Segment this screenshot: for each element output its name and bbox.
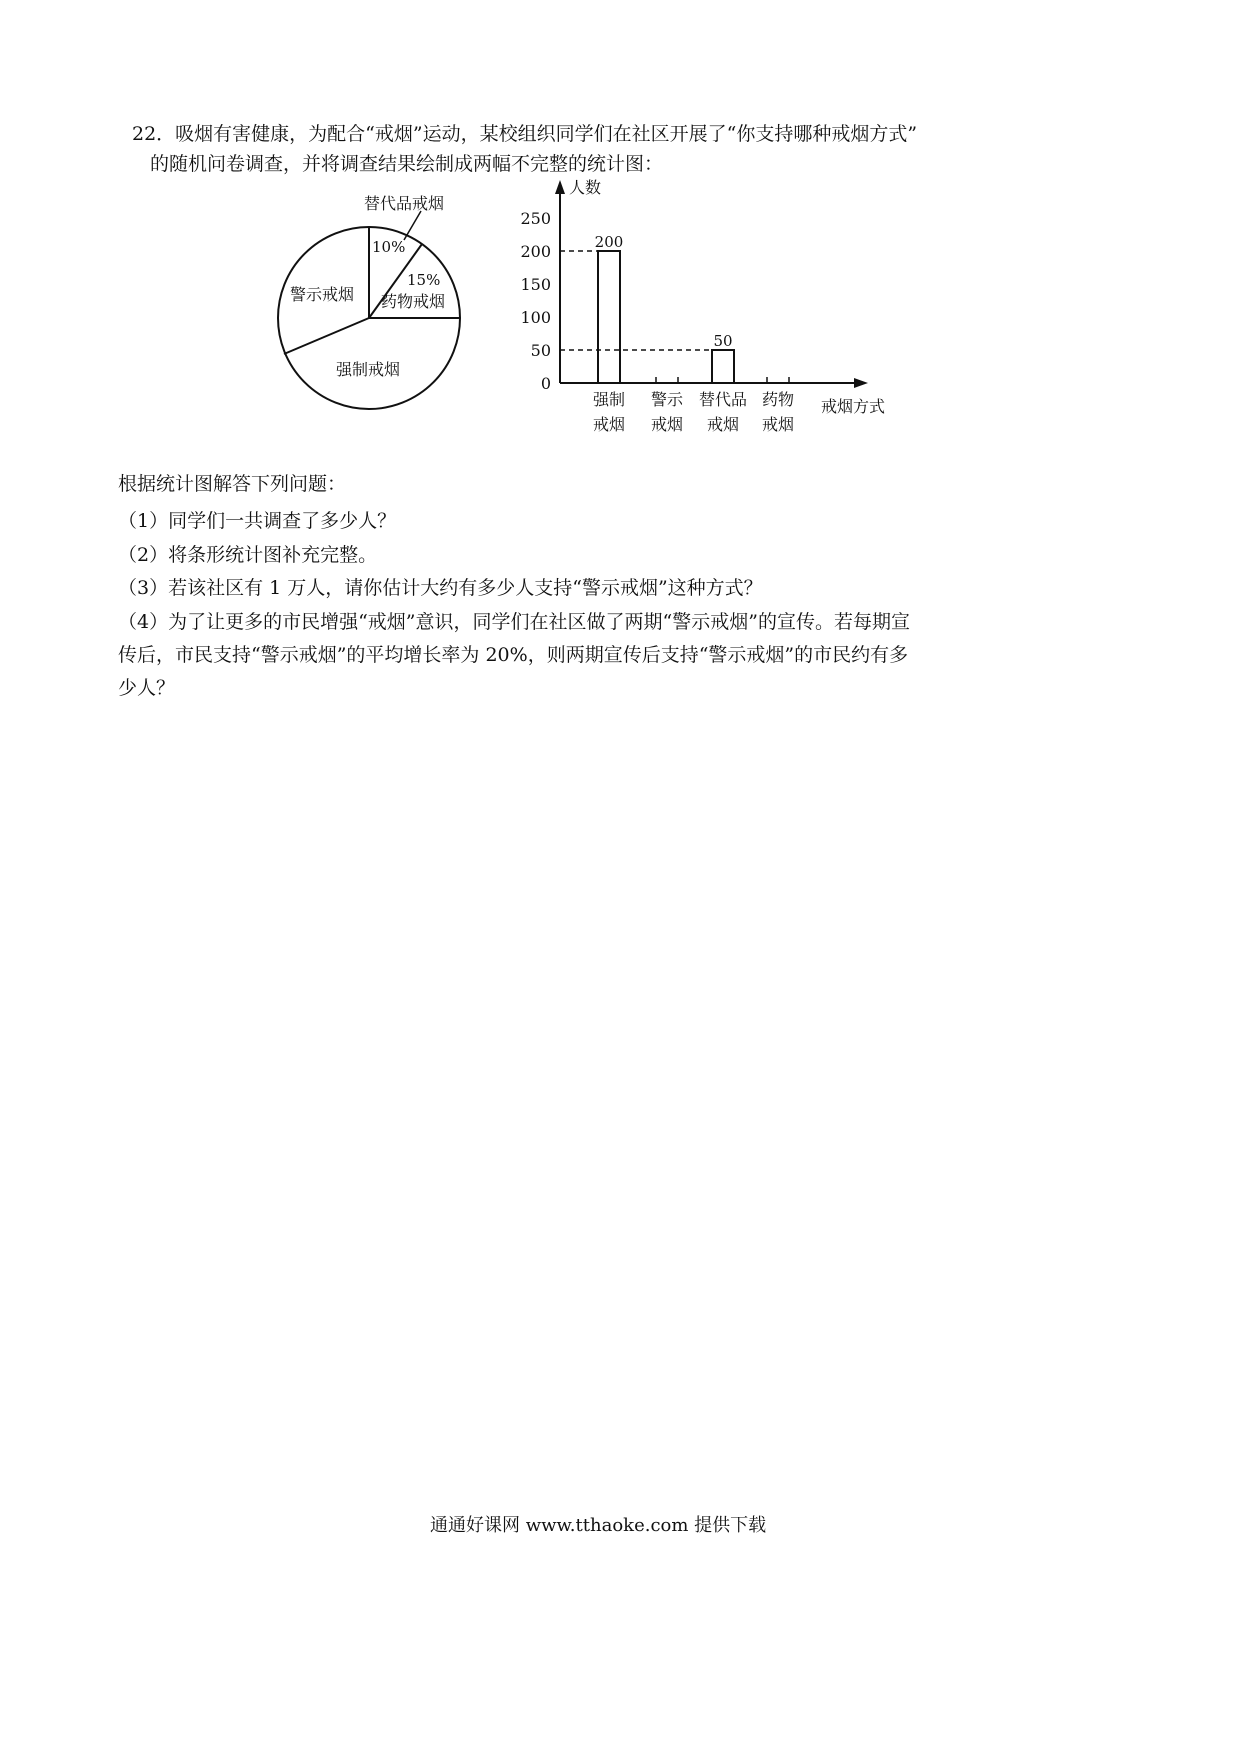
bar <box>712 350 734 383</box>
figures <box>0 0 1240 460</box>
y-axis-label: 人数 <box>569 178 602 197</box>
y-tick-label: 0 <box>540 374 551 393</box>
y-tick-label: 50 <box>530 341 551 360</box>
pie-divider-forced <box>284 318 369 354</box>
pie-pct-substitute: 10% <box>372 238 406 256</box>
x-axis-label: 戒烟方式 <box>821 397 886 416</box>
pie-label-warning: 警示戒烟 <box>290 285 355 304</box>
questions-intro: 根据统计图解答下列问题： <box>118 473 347 495</box>
question-4-line-3: 少人？ <box>118 677 176 699</box>
x-category-label: 戒烟 <box>706 415 740 434</box>
y-axis-arrow <box>555 180 565 194</box>
pie-leader-line <box>404 211 421 240</box>
pie-pct-medicine: 15% <box>407 271 441 289</box>
bar-value-label: 200 <box>594 233 624 251</box>
x-category-label: 药物 <box>761 390 795 409</box>
y-tick-label: 250 <box>520 209 551 228</box>
pie-label-forced: 强制戒烟 <box>336 360 401 379</box>
pie-label-substitute: 替代品戒烟 <box>364 194 445 213</box>
question-1: （1）同学们一共调查了多少人？ <box>118 510 397 532</box>
y-tick-label: 200 <box>520 242 551 261</box>
x-category-label: 强制 <box>592 390 626 409</box>
bar-value-label: 50 <box>713 332 733 350</box>
x-category-label: 戒烟 <box>592 415 626 434</box>
x-category-label: 戒烟 <box>761 415 795 434</box>
bar <box>598 251 620 383</box>
question-4-line-2: 传后，市民支持“警示戒烟”的平均增长率为 20%，则两期宣传后支持“警示戒烟”的市民约有多 <box>118 644 909 666</box>
x-category-label: 戒烟 <box>650 415 684 434</box>
footer-text: 通通好课网 www.tthaoke.com 提供下载 <box>430 1515 767 1536</box>
bar-chart <box>520 178 885 434</box>
y-tick-label: 150 <box>520 275 551 294</box>
x-axis-arrow <box>854 378 868 388</box>
question-4-line-1: （4）为了让更多的市民增强“戒烟”意识，同学们在社区做了两期“警示戒烟”的宣传。若每期宣 <box>118 611 910 633</box>
y-tick-label: 100 <box>520 308 551 327</box>
question-line-1: 22．吸烟有害健康，为配合“戒烟”运动，某校组织同学们在社区开展了“你支持哪种戒烟方式” <box>132 123 918 145</box>
x-category-label: 替代品 <box>698 390 748 409</box>
pie-label-medicine: 药物戒烟 <box>381 292 446 311</box>
question-3: （3）若该社区有 1 万人，请你估计大约有多少人支持“警示戒烟”这种方式？ <box>118 577 763 599</box>
pie-chart <box>278 194 460 409</box>
question-2: （2）将条形统计图补充完整。 <box>118 544 378 566</box>
x-category-label: 警示 <box>650 390 684 409</box>
question-line-2: 的随机问卷调查，并将调查结果绘制成两幅不完整的统计图： <box>150 153 664 175</box>
